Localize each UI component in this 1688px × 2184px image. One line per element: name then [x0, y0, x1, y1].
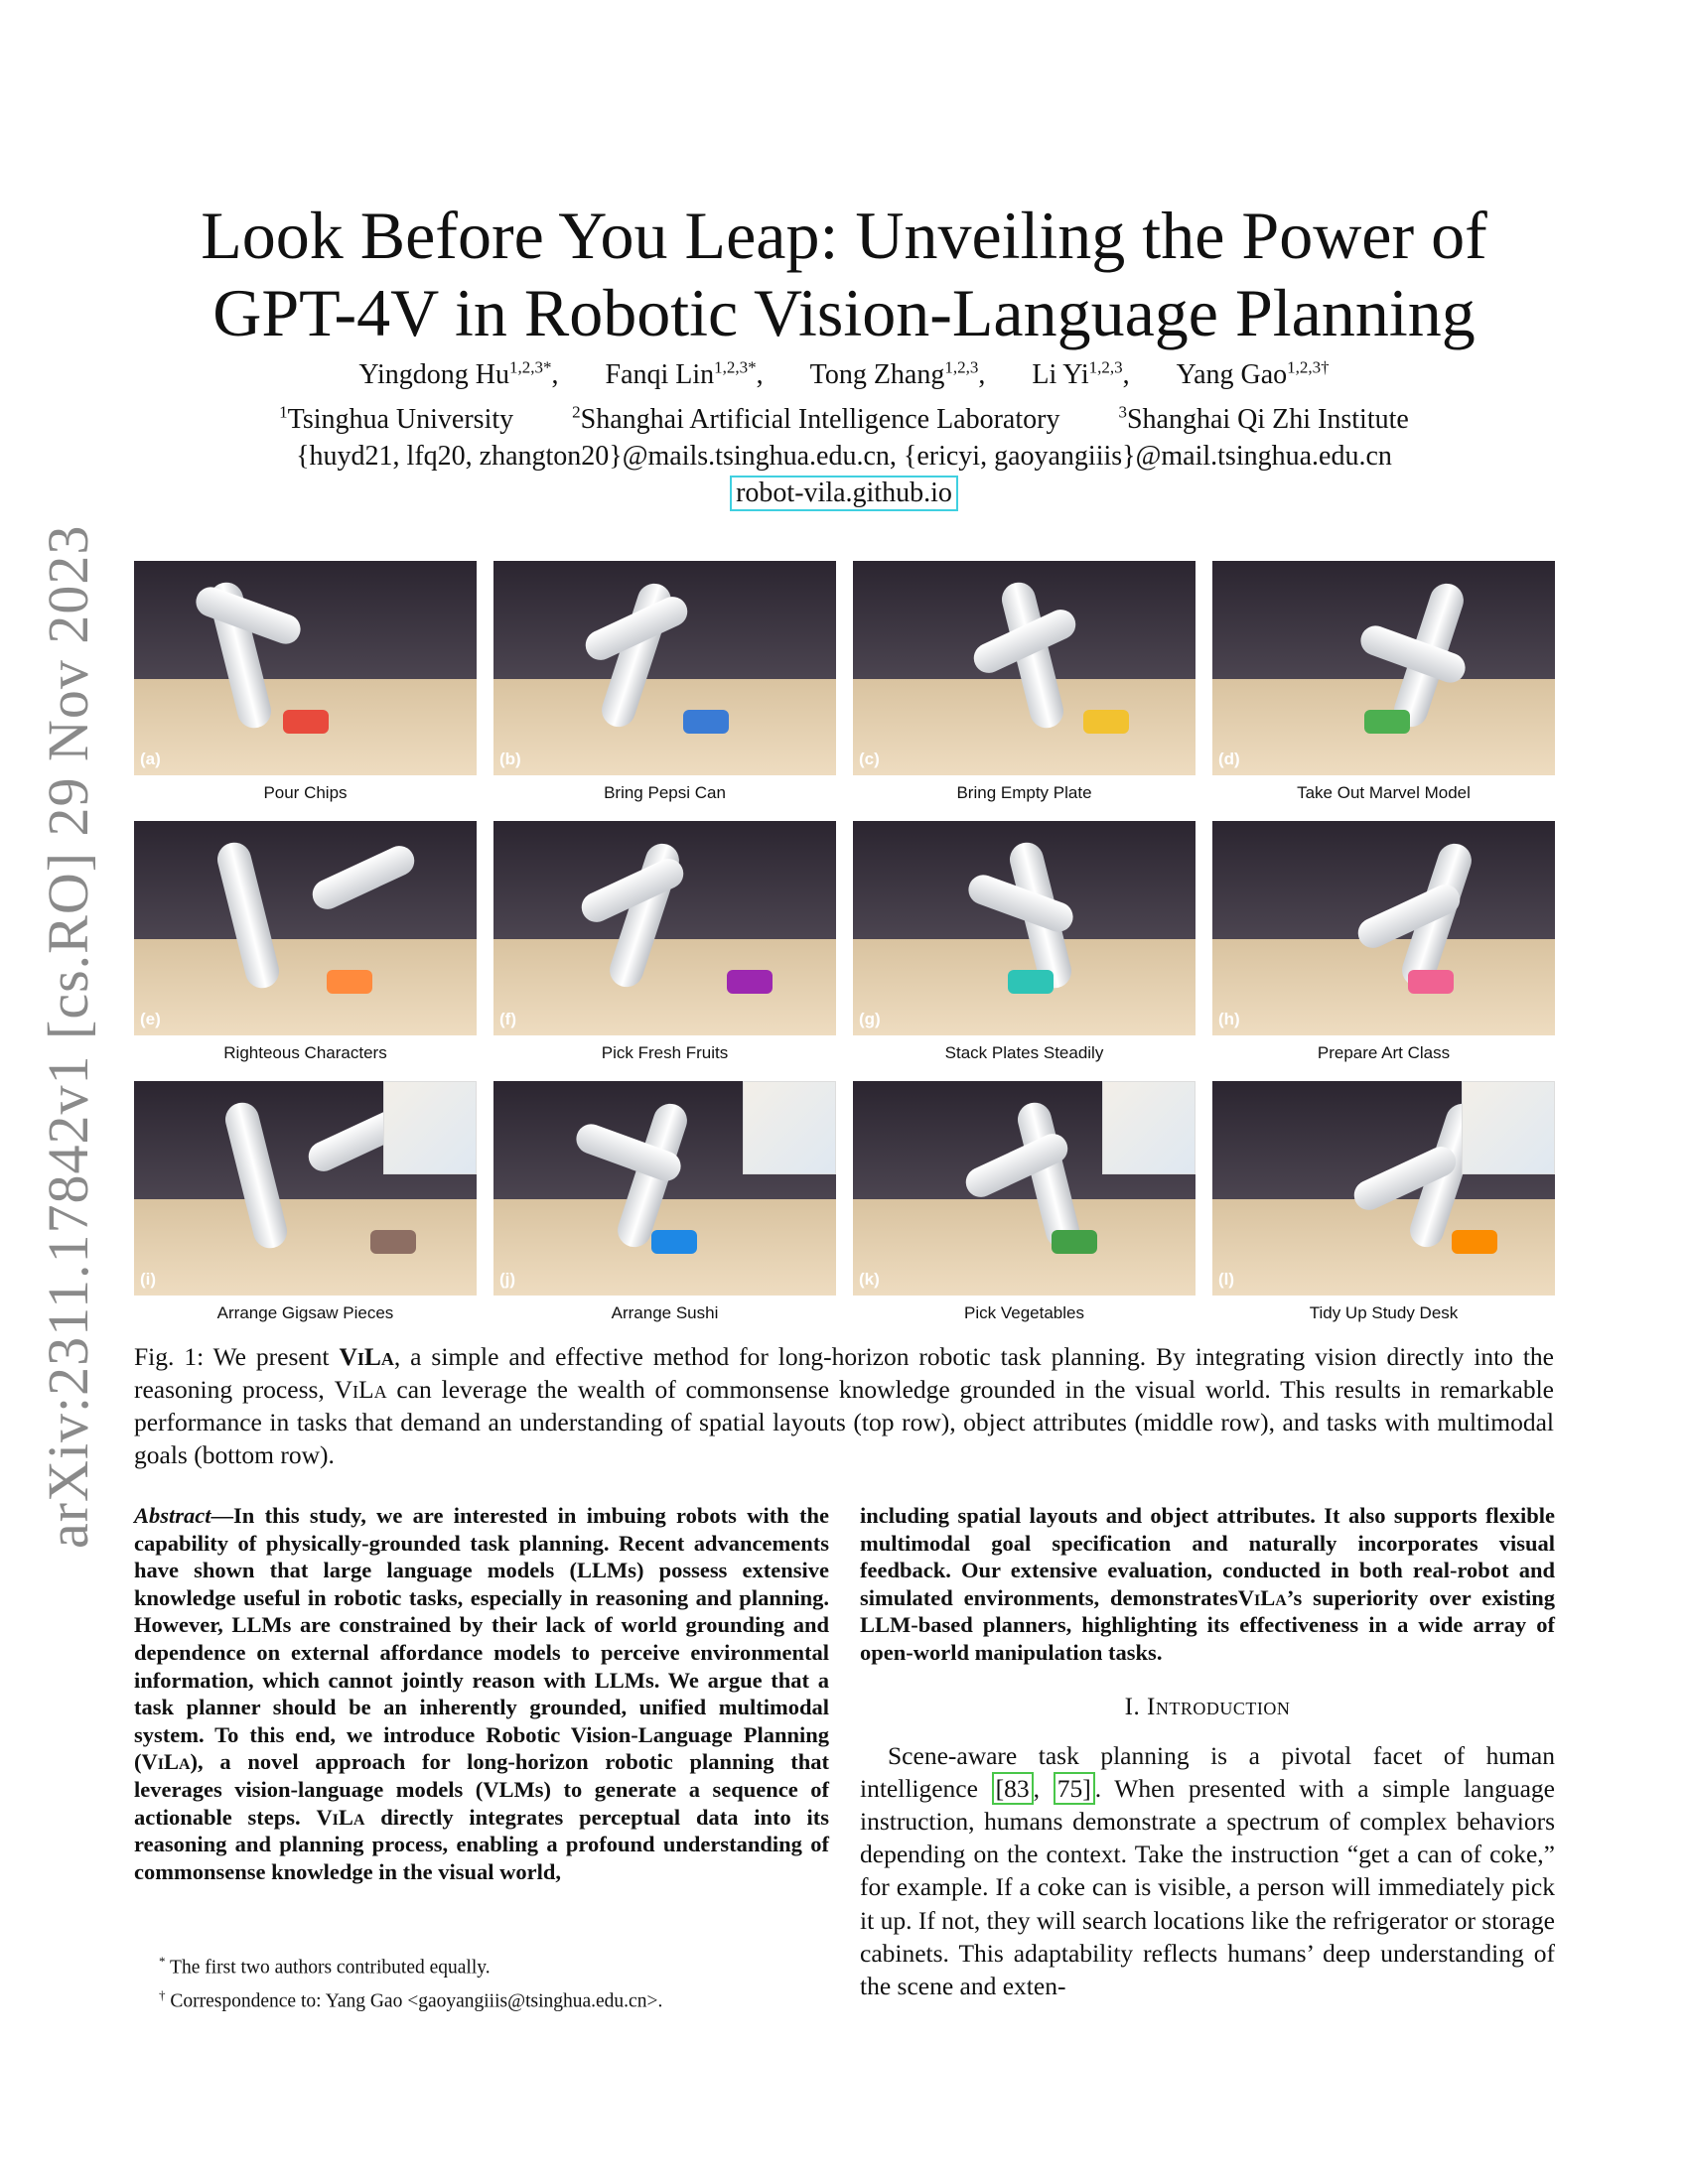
section-number: I.: [1124, 1693, 1141, 1720]
caption-prefix: Fig. 1: We present: [134, 1342, 340, 1371]
panel-caption: Bring Empty Plate: [956, 783, 1092, 802]
panel-tag: (i): [140, 1270, 157, 1289]
method-name: ViLa: [1237, 1584, 1287, 1610]
author: [1177, 359, 1330, 390]
right-column: [860, 1502, 1555, 2002]
author-marks: 1,2,3: [1088, 358, 1123, 377]
robot-scene-photo: [134, 1081, 477, 1296]
panel-caption: Arrange Gigsaw Pieces: [216, 1303, 394, 1322]
scene-table: [1212, 1199, 1555, 1296]
robot-scene-photo: [1212, 821, 1555, 1035]
footnote-text: Correspondence to: Yang Gao <gaoyangiiis@tsinghua.edu.cn>.: [170, 1990, 663, 2011]
author-name: Tong Zhang: [809, 359, 945, 391]
figure-panel: [134, 561, 477, 811]
scene-object: [370, 1230, 416, 1254]
panel-tag: (f): [499, 1010, 516, 1028]
panel-tag: (j): [499, 1270, 516, 1289]
abstract-label: Abstract: [134, 1503, 211, 1528]
panel-caption: Tidy Up Study Desk: [1309, 1303, 1459, 1322]
figure-panel: [493, 561, 836, 811]
scene-object: [1408, 970, 1454, 994]
scene-wall: [1212, 561, 1555, 685]
author: Li Yi$^{1,2,3}$,: [1032, 358, 1130, 391]
panel-caption: Take Out Marvel Model: [1297, 783, 1471, 802]
scene-table: [493, 679, 836, 775]
caption-text: , a simple and effective method for long-horizon robotic task planning. By integrating vision directly into the reasoning process,: [134, 1342, 1554, 1404]
abstract-continued: [860, 1502, 1555, 1667]
affiliation-name: Shanghai Artificial Intelligence Laboratory: [580, 403, 1060, 435]
introduction-paragraph: [860, 1739, 1555, 2003]
panel-tag: (d): [1218, 750, 1240, 768]
robot-scene-photo: [134, 821, 477, 1035]
robot-scene-photo: [1212, 561, 1555, 775]
scene-table: [134, 939, 477, 1035]
robot-scene-photo: [493, 1081, 836, 1296]
arxiv-stamp: arXiv:2311.17842v1 [cs.RO] 29 Nov 2023: [36, 524, 100, 1549]
title-line-1: Look Before You Leap: Unveiling the Power of: [201, 197, 1487, 273]
affiliation-name: Tsinghua University: [287, 403, 514, 435]
method-name: ViLa: [316, 1804, 365, 1830]
panel-caption: Bring Pepsi Can: [604, 783, 726, 802]
robot-scene-photo: [493, 821, 836, 1035]
figure-panel: [493, 1081, 836, 1331]
author-emails: {huyd21, lfq20, zhangton20}@mails.tsinghua.edu.cn, {ericyi, gaoyangiiis}@mail.tsinghua.edu.cn: [296, 440, 1392, 472]
affiliation-mark: 2: [572, 402, 581, 422]
author-list: [119, 349, 1569, 393]
panel-tag: (b): [499, 750, 521, 768]
citation-separator: ,: [1033, 1773, 1054, 1803]
affiliation: [1118, 404, 1408, 435]
author-marks: 1,2,3*: [509, 358, 552, 377]
figure-panel: [853, 1081, 1196, 1331]
footnote: [159, 1981, 814, 2015]
affiliation-name: Shanghai Qi Zhi Institute: [1126, 403, 1409, 435]
citation-link[interactable]: [83: [992, 1772, 1034, 1805]
method-name: ViLa: [339, 1342, 394, 1371]
scene-wall: [134, 561, 477, 685]
method-name: ViLa: [141, 1749, 191, 1775]
author-block: [119, 349, 1569, 511]
panel-tag: (a): [140, 750, 161, 768]
scene-object: [283, 710, 329, 734]
robot-scene-photo: [493, 561, 836, 775]
abstract-text: ’s superiority over existing LLM-based planners, highlighting its effectiveness in a wide array of open-world manipulation tasks.: [860, 1584, 1555, 1665]
method-name: ViLa: [334, 1375, 387, 1404]
footnote-mark: *: [159, 1954, 166, 1969]
author-name: Li Yi: [1032, 359, 1089, 391]
author: Tong Zhang$^{1,2,3}$,: [809, 358, 986, 391]
panel-caption: Pour Chips: [263, 783, 348, 802]
scene-table: [134, 1199, 477, 1296]
abstract-text: directly integrates perceptual data into its reasoning and planning process, enabling a profound understanding of commonsense knowledge in the visual world,: [134, 1804, 830, 1884]
robot-scene-photo: [853, 1081, 1196, 1296]
abstract-left-column: [134, 1502, 829, 1885]
intro-text: . When presented with a simple language instruction, humans demonstrate a spectrum of complex behaviors depending on the context. Take the instruction “get a can of coke,” for example. If a coke can is visible, a person will immediately pick it up. If not, they will search locations like the refrigerator or storage cabinets. This adaptability reflects humans’ deep understanding of the scene and exten-: [860, 1773, 1555, 2000]
author-marks: 1,2,3*: [714, 358, 757, 377]
panel-tag: (k): [859, 1270, 880, 1289]
paper-title: [119, 197, 1569, 351]
abstract-text: including spatial layouts and object attributes. It also supports flexible multimodal goal specification and naturally incorporates visual feedback. Our extensive evaluation, conducted in both real-robot and simulated environments, demonstrates: [860, 1503, 1555, 1610]
intro-text: Scene-aware task planning is a pivotal facet of human intelligence: [860, 1740, 1555, 1803]
footnotes: [159, 1948, 814, 2014]
panel-caption: Stack Plates Steadily: [944, 1043, 1104, 1062]
panel-caption: Righteous Characters: [223, 1043, 387, 1062]
figure-panel: [1212, 1081, 1555, 1331]
author-name: Yang Gao: [1176, 359, 1288, 391]
figure-panel: [853, 561, 1196, 811]
robot-scene-photo: [134, 561, 477, 775]
author: Yingdong $Hu^{1,2,3*}$,: [358, 358, 559, 391]
affiliation: [572, 404, 1059, 435]
abstract-text: ), a novel approach for long-horizon robotic planning that leverages vision-language models (VLMs) to generate a sequence of actionable steps.: [134, 1749, 829, 1830]
scene-object: [683, 710, 729, 734]
abstract-text: In this study, we are interested in imbuing robots with the capability of physically-grounded task planning. Recent advancements have shown that large language models (LLMs) possess extensive knowledge useful in robotic tasks, especially in reasoning and planning. However, LLMs are constrained by their lack of world grounding and dependence on external affordance models to perceive environmental information, which cannot jointly reason with LLMs. We argue that a task planner should be an inherently grounded, unified multimodal system. To this end, we introduce Robotic Vision-Language Planning (: [134, 1503, 829, 1775]
project-link[interactable]: robot-vila.github.io: [730, 476, 958, 511]
panel-tag: (e): [140, 1010, 161, 1028]
author-marks: 1,2,3†: [1287, 358, 1330, 377]
section-title: Introduction: [1147, 1693, 1291, 1720]
panel-tag: (g): [859, 1010, 881, 1028]
scene-table: [1212, 939, 1555, 1035]
author-marks: 1,2,3: [944, 358, 979, 377]
panel-tag: (h): [1218, 1010, 1240, 1028]
figure-panel: [1212, 561, 1555, 811]
goal-image-inset: [1102, 1081, 1196, 1174]
scene-wall: [134, 821, 477, 945]
figure-panel: [1212, 821, 1555, 1071]
panel-tag: (c): [859, 750, 880, 768]
footnote-mark: †: [159, 1986, 166, 2002]
author-name: Fanqi Lin: [605, 359, 715, 391]
panel-caption: Arrange Sushi: [611, 1303, 719, 1322]
scene-object: [727, 970, 773, 994]
affiliation-mark: 3: [1118, 402, 1127, 422]
author: Fanqi Lin$^{1,2,3*}$,: [605, 358, 764, 391]
abstract-dash: —: [211, 1503, 234, 1528]
scene-object: [1083, 710, 1129, 734]
panel-caption: Pick Fresh Fruits: [601, 1043, 729, 1062]
affiliation-mark: 1: [279, 402, 288, 422]
robot-scene-photo: [1212, 1081, 1555, 1296]
title-line-2: GPT-4V in Robotic Vision-Language Planning: [212, 274, 1476, 350]
robot-scene-photo: [853, 561, 1196, 775]
footnote-text: The first two authors contributed equally.: [170, 1957, 491, 1979]
figure-panel: [853, 821, 1196, 1071]
scene-object: [1364, 710, 1410, 734]
robot-scene-photo: [853, 821, 1196, 1035]
panel-caption: Prepare Art Class: [1317, 1043, 1451, 1062]
goal-image-inset: [743, 1081, 836, 1174]
panel-tag: (l): [1218, 1270, 1235, 1289]
footnote: [159, 1948, 814, 1981]
figure-panel: [134, 1081, 477, 1331]
scene-object: [1452, 1230, 1497, 1254]
panel-caption: Pick Vegetables: [964, 1303, 1084, 1322]
scene-table: [853, 1199, 1196, 1296]
section-heading-introduction: [860, 1694, 1555, 1721]
citation-link[interactable]: 75]: [1054, 1772, 1095, 1805]
scene-object: [327, 970, 372, 994]
scene-object: [651, 1230, 697, 1254]
affiliation: [279, 404, 513, 435]
scene-object: [1052, 1230, 1097, 1254]
goal-image-inset: [383, 1081, 477, 1174]
figure-1-grid: [134, 561, 1554, 1331]
scene-object: [1008, 970, 1054, 994]
figure-panel: [493, 821, 836, 1071]
figure-panel: [134, 821, 477, 1071]
author-name: Yingdong Hu: [358, 359, 509, 391]
figure-caption: [134, 1340, 1554, 1471]
caption-text: can leverage the wealth of commonsense knowledge grounded in the visual world. This results in remarkable performance in tasks that demand an understanding of spatial layouts (top row), object attributes (middle row), and tasks with multimodal goals (bottom row).: [134, 1375, 1554, 1469]
affiliation-list: [119, 393, 1569, 437]
goal-image-inset: [1462, 1081, 1555, 1174]
scene-table: [493, 939, 836, 1035]
